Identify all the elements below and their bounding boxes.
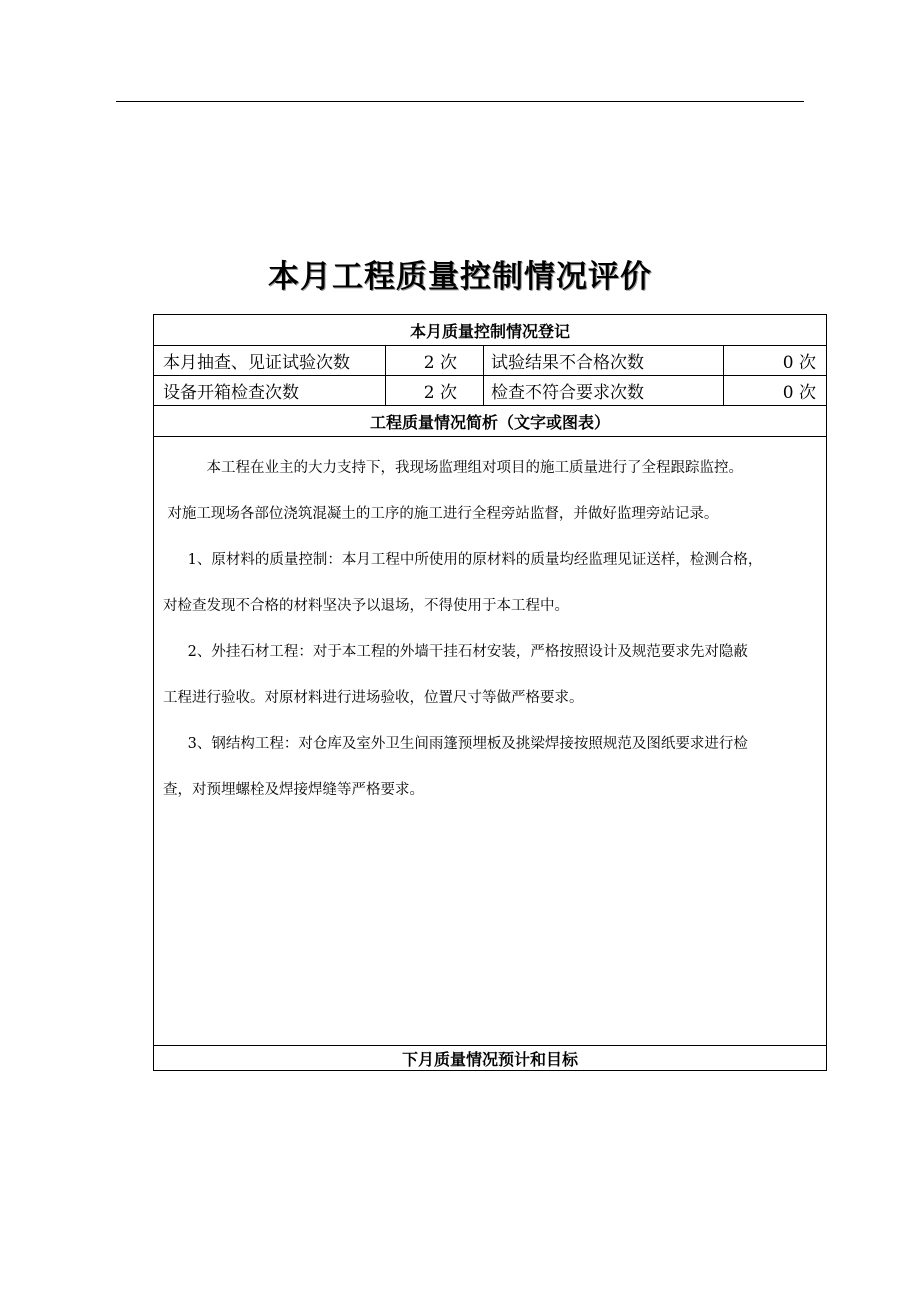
failed-test-value: 0 次 bbox=[724, 346, 827, 376]
registration-heading: 本月质量控制情况登记 bbox=[154, 315, 827, 346]
spot-check-label: 本月抽查、见证试验次数 bbox=[154, 346, 386, 376]
quality-evaluation-table bbox=[153, 314, 827, 1071]
analysis-paragraph: 2、外挂石材工程：对于本工程的外墙干挂石材安装，严格按照设计及规范要求先对隐蔽 bbox=[187, 644, 748, 660]
header-rule bbox=[116, 101, 804, 102]
table-row bbox=[154, 346, 827, 376]
failed-test-label: 试验结果不合格次数 bbox=[484, 346, 724, 376]
unboxing-check-value: 2 次 bbox=[386, 376, 484, 406]
analysis-paragraph: 工程进行验收。对原材料进行进场验收，位置尺寸等做严格要求。 bbox=[163, 690, 584, 706]
table-row bbox=[154, 376, 827, 406]
forecast-heading: 下月质量情况预计和目标 bbox=[154, 1046, 827, 1071]
analysis-heading: 工程质量情况简析（文字或图表） bbox=[154, 406, 827, 437]
noncompliant-check-label: 检查不符合要求次数 bbox=[484, 376, 724, 406]
analysis-paragraph: 本工程在业主的大力支持下，我现场监理组对项目的施工质量进行了全程跟踪监控。 bbox=[206, 460, 743, 476]
analysis-paragraph: 3、钢结构工程：对仓库及室外卫生间雨篷预埋板及挑梁焊接按照规范及图纸要求进行检 bbox=[187, 736, 748, 752]
analysis-paragraph: 对施工现场各部位浇筑混凝土的工序的施工进行全程旁站监督，并做好监理旁站记录。 bbox=[167, 506, 719, 522]
analysis-paragraph: 查，对预埋螺栓及焊接焊缝等严格要求。 bbox=[163, 782, 424, 798]
noncompliant-check-value: 0 次 bbox=[724, 376, 827, 406]
document-title: 本月工程质量控制情况评价 bbox=[268, 259, 652, 295]
analysis-body bbox=[154, 437, 827, 1046]
unboxing-check-label: 设备开箱检查次数 bbox=[154, 376, 386, 406]
analysis-paragraph: 对检查发现不合格的材料坚决予以退场，不得使用于本工程中。 bbox=[163, 598, 569, 614]
analysis-paragraph: 1、原材料的质量控制：本月工程中所使用的原材料的质量均经监理见证送样，检测合格， bbox=[187, 552, 763, 568]
spot-check-value: 2 次 bbox=[386, 346, 484, 376]
